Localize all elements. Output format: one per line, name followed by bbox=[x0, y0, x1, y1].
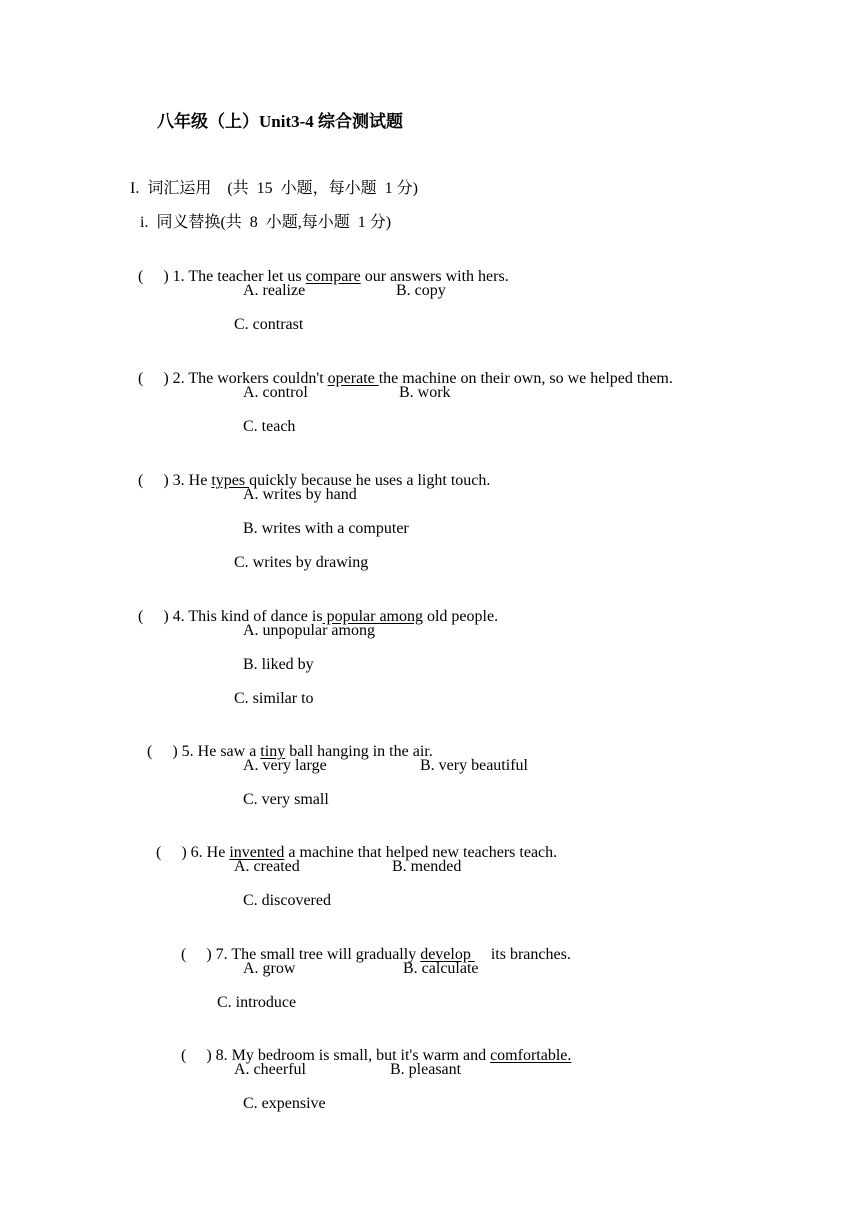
option-a: A. realize bbox=[243, 282, 306, 299]
option-b: B. liked by bbox=[243, 656, 314, 673]
option-a: A. control bbox=[243, 384, 308, 401]
underlined-word: popular among bbox=[322, 608, 423, 625]
answer-blank[interactable]: ( ) bbox=[138, 370, 173, 387]
underlined-word: tiny bbox=[260, 743, 286, 760]
answer-blank[interactable]: ( ) bbox=[181, 946, 216, 963]
question-text: a machine that helped new teachers teach. bbox=[284, 844, 558, 861]
option-a: A. grow bbox=[243, 960, 296, 977]
question-text: 2. The workers couldn't bbox=[172, 370, 328, 387]
question-text: 4. This kind of dance is bbox=[172, 608, 323, 625]
underlined-word: comfortable. bbox=[490, 1047, 572, 1064]
question-text: 3. He bbox=[172, 472, 212, 489]
question-8 bbox=[173, 1026, 571, 1066]
question-6 bbox=[148, 823, 557, 863]
underlined-word: operate bbox=[327, 370, 379, 387]
question-text: 6. He bbox=[190, 844, 230, 861]
answer-blank[interactable]: ( ) bbox=[138, 472, 173, 489]
option-c: C. introduce bbox=[217, 994, 297, 1011]
answer-blank[interactable]: ( ) bbox=[156, 844, 191, 861]
option-a: A. unpopular among bbox=[243, 622, 375, 639]
answer-blank[interactable]: ( ) bbox=[138, 608, 173, 625]
option-b: B. copy bbox=[396, 282, 446, 299]
subsection-heading: i. 同义替换(共 8 小题,每小题 1 分) bbox=[140, 214, 392, 231]
section-heading: I. 词汇运用 (共 15 小题，每小题 1 分) bbox=[130, 180, 418, 197]
question-text: 5. He saw a bbox=[181, 743, 261, 760]
underlined-word: compare bbox=[305, 268, 361, 285]
answer-blank[interactable]: ( ) bbox=[147, 743, 182, 760]
underlined-word: invented bbox=[229, 844, 285, 861]
page-title: 八年级（上）Unit3-4 综合测试题 bbox=[157, 112, 404, 131]
option-b: B. very beautiful bbox=[420, 757, 528, 774]
option-a: A. writes by hand bbox=[243, 486, 357, 503]
option-b: B. mended bbox=[392, 858, 462, 875]
option-c: C. contrast bbox=[234, 316, 304, 333]
question-text: 8. My bedroom is small, but it's warm and bbox=[215, 1047, 491, 1064]
question-text: its branches. bbox=[474, 946, 571, 963]
option-c: C. similar to bbox=[234, 690, 314, 707]
option-b: B. writes with a computer bbox=[243, 520, 409, 537]
option-a: A. cheerful bbox=[234, 1061, 306, 1078]
question-text: ball hanging in the air. bbox=[285, 743, 433, 760]
question-7 bbox=[173, 925, 571, 965]
option-b: B. work bbox=[399, 384, 451, 401]
option-c: C. teach bbox=[243, 418, 296, 435]
question-text: old people. bbox=[422, 608, 499, 625]
option-b: B. pleasant bbox=[390, 1061, 462, 1078]
question-text: quickly because he uses a light touch. bbox=[249, 472, 491, 489]
answer-blank[interactable]: ( ) bbox=[181, 1047, 216, 1064]
option-c: C. expensive bbox=[243, 1095, 326, 1112]
underlined-word: develop bbox=[420, 946, 475, 963]
underlined-word: types bbox=[211, 472, 250, 489]
option-a: A. very large bbox=[243, 757, 327, 774]
option-c: C. discovered bbox=[243, 892, 331, 909]
answer-blank[interactable]: ( ) bbox=[138, 268, 173, 285]
question-1 bbox=[130, 247, 509, 287]
question-text: the machine on their own, so we helped them. bbox=[378, 370, 673, 387]
option-a: A. created bbox=[234, 858, 300, 875]
option-c: C. writes by drawing bbox=[234, 554, 369, 571]
option-b: B. calculate bbox=[403, 960, 479, 977]
question-text: 7. The small tree will gradually bbox=[215, 946, 421, 963]
question-text: our answers with hers. bbox=[360, 268, 509, 285]
option-c: C. very small bbox=[243, 791, 329, 808]
question-text: 1. The teacher let us bbox=[172, 268, 306, 285]
